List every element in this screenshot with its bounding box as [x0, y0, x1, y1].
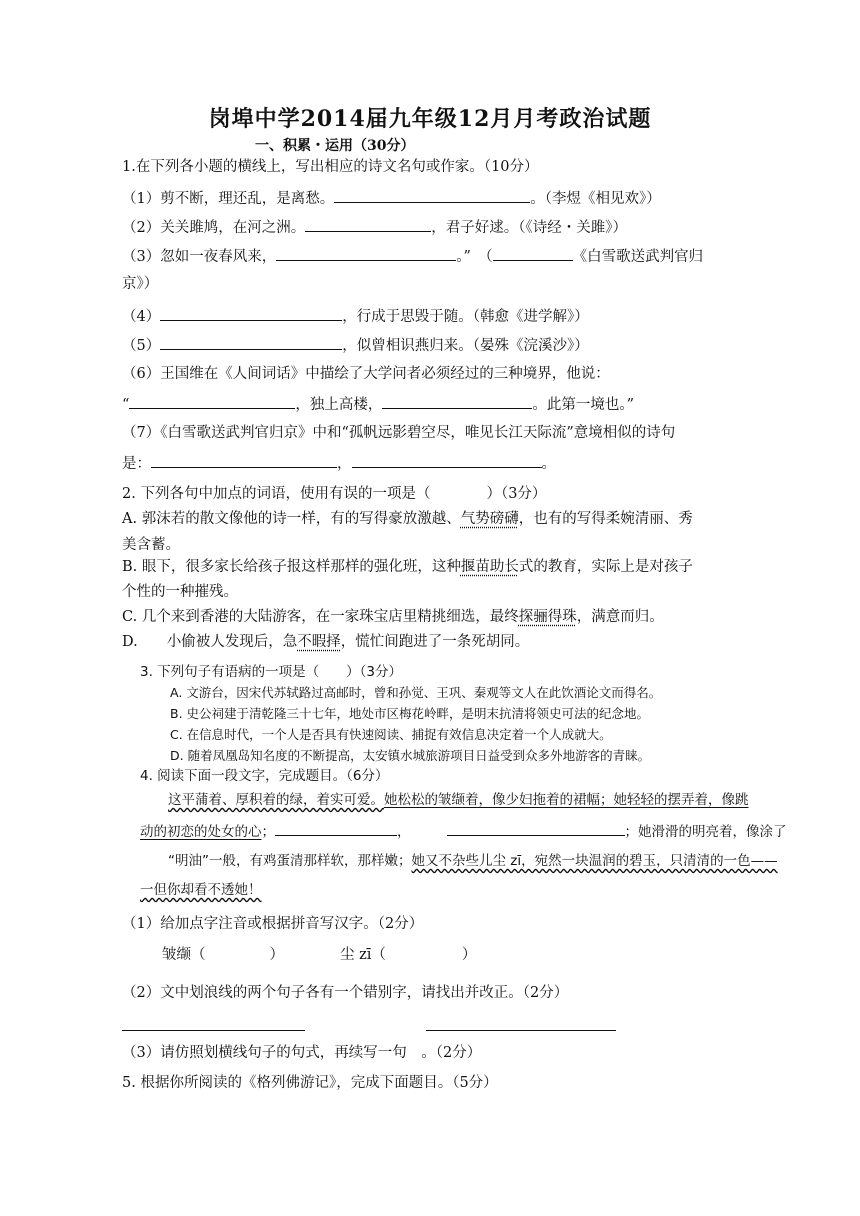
dotted-word: 揠苗助长 [460, 559, 519, 575]
q1-item-1-source: 。（李煜《相见欢》） [530, 191, 661, 207]
q3-stem: 3. 下列句子有语病的一项是（ ）（3分） [140, 664, 403, 680]
answer-blank[interactable] [276, 245, 456, 261]
q3-option-a: A. 文游台，因宋代苏轼路过高邮时，曾和孙觉、王巩、秦观等文人在此饮酒论文而得名。 [170, 685, 662, 700]
q1-item-6: （6）王国维在《人间词话》中描绘了大学问者必须经过的三种境界，他说： [122, 366, 610, 382]
q3-option-c: C. 在信息时代，一个人是否具有快速阅读、捕捉有效信息决定着一个人成就大。 [170, 727, 612, 742]
q2-stem-score: ）（3分） [486, 486, 547, 502]
q1-item-2 [122, 216, 627, 238]
q4-stem: 4. 阅读下面一段文字，完成题目。（6分） [140, 768, 389, 784]
wavy-underlined-sentence: 她又不杂些儿尘 zī，宛然一块温润的碧玉，只清清的一色—— [411, 853, 778, 869]
answer-blank[interactable] [151, 452, 337, 468]
q4-sub-1-answers [162, 945, 476, 965]
semicolon: ； [261, 824, 275, 840]
q4-para-line-1 [168, 790, 749, 810]
answer-blank[interactable] [129, 393, 295, 409]
q1-item-3-source: 《白雪歌送武判官归 [572, 249, 704, 265]
q4-sub-1: （1）给加点字注音或根据拼音写汉字。（2分） [122, 916, 424, 932]
q2-option-c-rest: ，满意而归。 [576, 609, 664, 625]
page-title: 岗埠中学2014届九年级12月月考政治试题 [208, 106, 652, 132]
paren-close: ） [461, 947, 477, 963]
q5-stem: 5. 根据你所阅读的《格列佛游记》，完成下面题目。（5分） [122, 1075, 498, 1091]
q2-option-a [122, 509, 693, 529]
answer-blank[interactable] [160, 334, 342, 350]
answer-line[interactable] [426, 1030, 616, 1031]
comma: ， [397, 824, 411, 840]
q1-item-3-text: （3）忽如一夜春风来， [122, 249, 277, 265]
q2-option-b-rest: 式的教育，实际上是对孩子 [518, 559, 693, 575]
answer-blank[interactable] [334, 187, 530, 203]
q1-item-3-cont: 京》） [122, 276, 159, 292]
q4-word-1: 皱缬（ [162, 947, 206, 963]
q1-item-5-source: ，似曾相识燕归来。（晏殊《浣溪沙》） [342, 338, 589, 354]
q1-item-6-end: 。此第一境也。” [532, 397, 635, 413]
q4-para-line-2 [140, 820, 787, 842]
q2-option-a-text: A. 郭沫若的散文像他的诗一样，有的写得豪放激越、 [122, 511, 461, 527]
q1-item-3 [122, 245, 703, 267]
underlined-sentence: 她松松的皱缬着，像少妇拖着的裙幅；她轻轻的摆弄着，像跳 [384, 792, 749, 808]
answer-blank[interactable] [352, 452, 542, 468]
answer-blank[interactable] [275, 820, 397, 836]
q2-option-d-rest: ，慌忙间跑进了一条死胡同。 [340, 634, 530, 650]
answer-blank[interactable] [160, 305, 342, 321]
q1-item-2-source: ，君子好逑。（《诗经・关雎》） [431, 220, 627, 236]
q2-option-a-rest: ，也有的写得柔婉清丽、秀 [518, 511, 693, 527]
q2-option-a-cont: 美含蓄。 [122, 537, 180, 553]
q4-word-2: 尘 zī（ [340, 947, 386, 963]
q4-para-line-3 [168, 851, 778, 871]
paren-close: ） [269, 947, 284, 963]
dotted-word: 不暇择 [297, 634, 341, 650]
q1-item-7-comma: ， [337, 456, 352, 472]
q1-item-3-mid: 。” （ [456, 249, 493, 265]
q1-item-6-cont [122, 393, 634, 415]
q2-option-b-cont: 个性的一种摧残。 [122, 584, 238, 600]
q1-item-4 [122, 305, 589, 327]
q3-option-b: B. 史公祠建于清乾隆三十七年，地处市区梅花岭畔，是明末抗清将领史可法的纪念地。 [170, 706, 650, 721]
dotted-word: 探骊得珠 [518, 609, 577, 625]
q1-item-4-num: （4） [122, 309, 161, 325]
q4-para-line-2-end: ；她滑滑的明亮着，像涂了 [624, 824, 787, 840]
q2-option-b-text: B. 眼下，很多家长给孩子报这样那样的强化班，这种 [122, 559, 461, 575]
q3-option-d: D. 随着凤凰岛知名度的不断提高，太安镇水城旅游项目日益受到众多外地游客的青睐。 [170, 748, 651, 763]
q2-stem [122, 484, 546, 504]
q2-option-b [122, 557, 693, 577]
q2-option-d [122, 632, 529, 652]
q1-item-7-end: 。 [541, 456, 556, 472]
answer-blank[interactable] [382, 393, 532, 409]
q1-item-5-num: （5） [122, 338, 161, 354]
q1-item-7: （7）《白雪歌送武判官归京》中和“孤帆远影碧空尽，唯见长江天际流”意境相似的诗句 [122, 425, 676, 441]
dotted-word: 气势磅礴 [460, 511, 519, 527]
q1-item-7-cont [122, 452, 556, 474]
wavy-underlined-sentence: 这平蒲着、厚积着的绿，着实可爱。 [168, 792, 384, 808]
q2-option-c-text: C. 几个来到香港的大陆游客，在一家珠宝店里精挑细选，最终 [122, 609, 519, 625]
q2-option-c [122, 607, 664, 627]
q1-item-5 [122, 334, 589, 356]
q1-item-4-source: ，行成于思毁于随。（韩愈《进学解》） [342, 309, 589, 325]
q1-item-6-mid: ，独上高楼， [295, 397, 383, 413]
answer-line[interactable] [122, 1030, 305, 1031]
q2-option-d-text: D. 小偷被人发现后，急 [122, 634, 298, 650]
q4-para-line-3-text: “明油”一般，有鸡蛋清那样软，那样嫩； [168, 853, 412, 869]
q1-item-1 [122, 187, 661, 209]
q2-stem-text: 2. 下列各句中加点的词语，使用有误的一项是（ [122, 486, 431, 502]
q1-item-2-text: （2）关关雎鸠，在河之洲。 [122, 220, 306, 236]
q4-para-line-4 [140, 880, 262, 900]
underlined-sentence-end: 动的初恋的处女的心 [140, 824, 262, 840]
answer-blank[interactable] [447, 820, 625, 836]
q1-item-6-quote-open: “ [122, 397, 130, 413]
q1-stem: 1.在下列各小题的横线上，写出相应的诗文名句或作家。（10分） [122, 159, 539, 175]
q4-sub-2: （2）文中划浪线的两个句子各有一个错别字，请找出并改正。（2分） [122, 985, 569, 1001]
q1-item-1-text: （1）剪不断，理还乱，是离愁。 [122, 191, 335, 207]
wavy-underlined-sentence-end: 一但你却看不透她！ [140, 882, 262, 898]
answer-blank[interactable] [305, 216, 431, 232]
q4-sub-3: （3）请仿照划横线句子的句式，再续写一句 。（2分） [122, 1045, 482, 1061]
q1-item-7-lead: 是： [122, 456, 151, 472]
answer-blank[interactable] [493, 245, 573, 261]
section-heading: 一、积累・运用（30分） [255, 138, 415, 154]
